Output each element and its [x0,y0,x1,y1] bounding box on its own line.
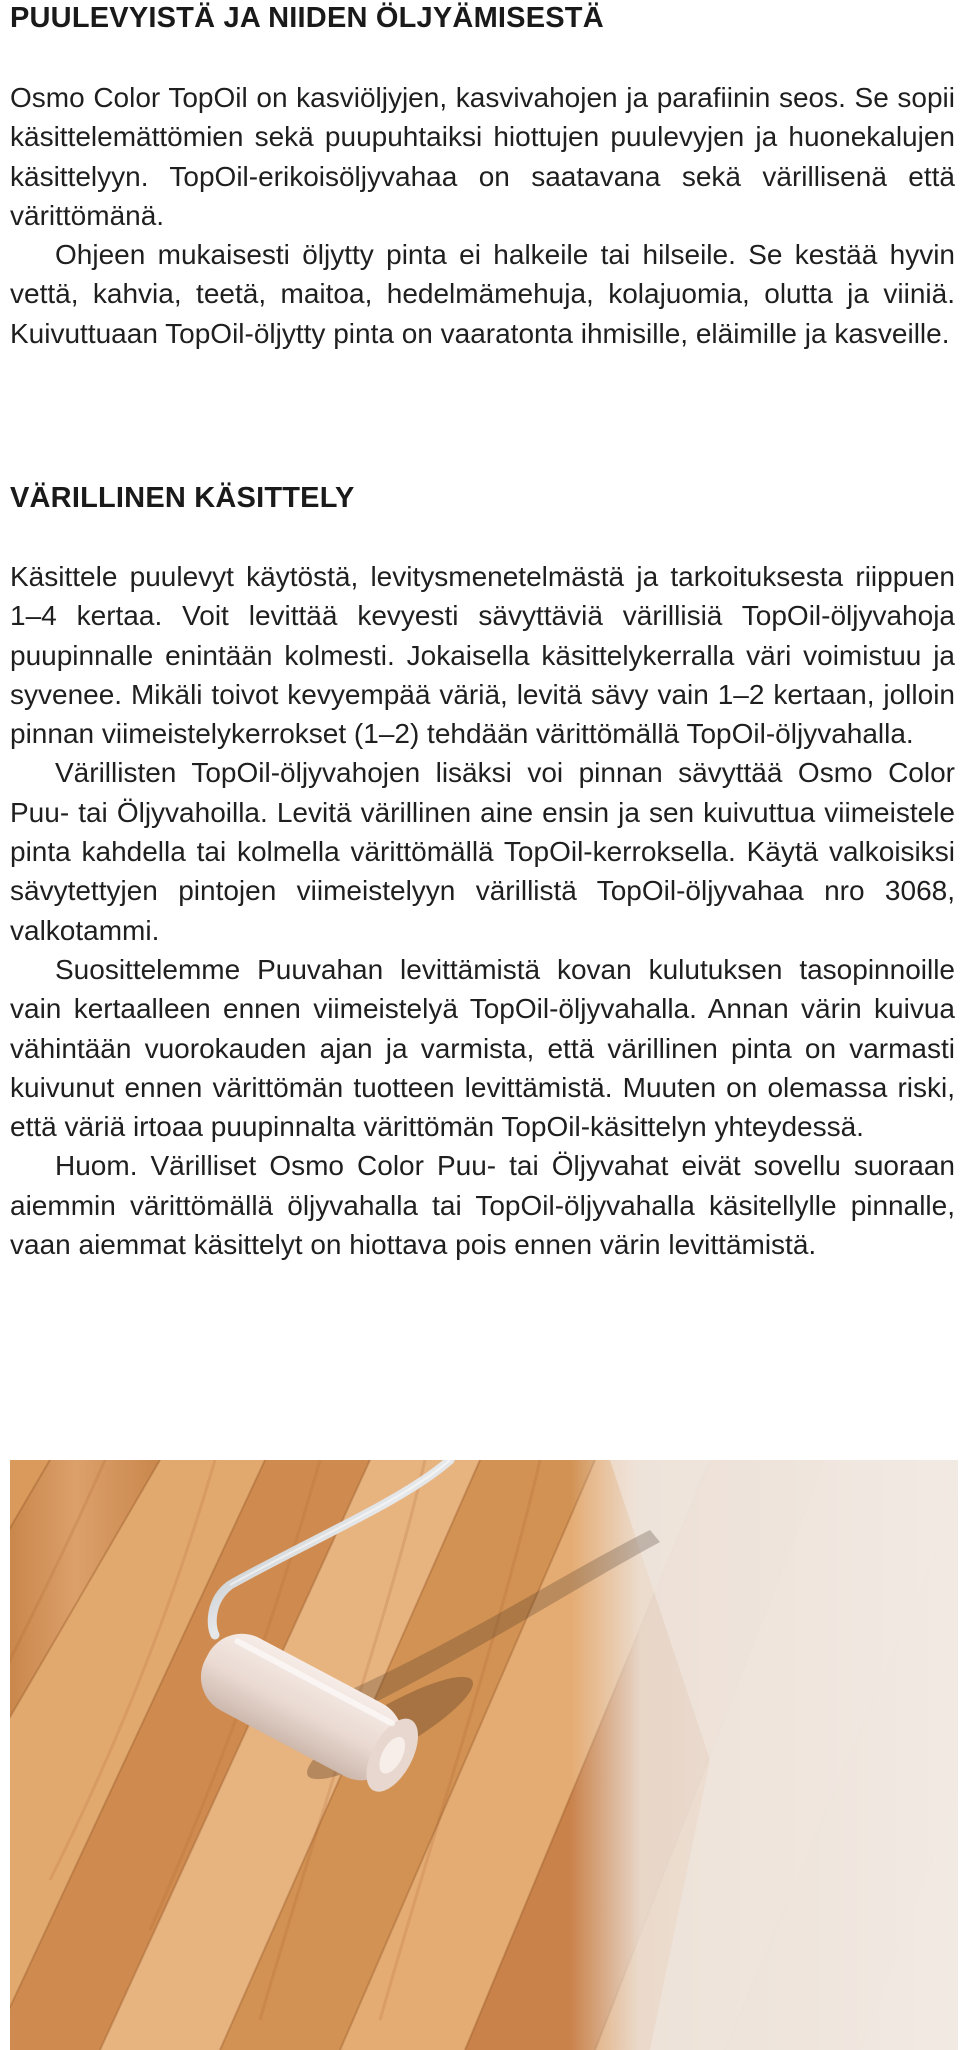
section-heading-wood-panels: PUULEVYISTÄ JA NIIDEN ÖLJYÄMISESTÄ [10,2,604,34]
paragraph: Värillisten TopOil-öljyvahojen lisäksi voi pinnan sävyttää Osmo Color Puu- tai Öljyvahoilla. Levitä värillinen aine ensin ja sen kuivuttua viimeistele pinta kahdella tai kolmella värittömällä TopOil-kerroksella. Käytä valkoisiksi sävytettyjen pintojen viimeistelyyn värillistä TopOil-öljyvahaa nro 3068, valkotammi. [10,757,955,946]
paragraph: Ohjeen mukaisesti öljytty pinta ei halkeile tai hilseile. Se kestää hyvin vettä, kahvia, teetä, maitoa, hedelmämehuja, kolajuomia, olutta ja viiniä. Kuivuttuaan TopOil-öljytty pinta on vaaratonta ihmisille, eläimille ja kasveille. [10,239,955,349]
paragraph: Käsittele puulevyt käytöstä, levitysmenetelmästä ja tarkoituksesta riippuen 1–4 kertaa. Voit levittää kevyesti sävyttäviä värillisiä TopOil-öljyvahoja puupinnalle enintään kolmesti. Jokaisella käsittelykerralla väri voimistuu ja syvenee. Mikäli toivot kevyempää väriä, levitä sävy vain 1–2 kertaan, jolloin pinnan viimeistelykerrokset (1–2) tehdään värittömällä TopOil-öljyvahalla. [10,561,955,750]
section-body-colored-treatment [10,557,955,1264]
section-body-wood-panels [10,78,955,353]
photo-illustration [10,1460,958,2050]
paragraph: Suosittelemme Puuvahan levittämistä kovan kulutuksen tasopinnoille vain kertaalleen ennen viimeistelyä TopOil-öljyvahalla. Annan värin kuivua vähintään vuorokauden ajan ja varmista, että värillinen pinta on varmasti kuivunut ennen värittömän tuotteen levittämistä. Muuten on olemassa riski, että väriä irtoaa puupinnalta värittömän TopOil-käsittelyn yhteydessä. [10,953,955,1143]
paragraph: Huom. Värilliset Osmo Color Puu- tai Öljyvahat eivät sovellu suoraan aiemmin värittömällä öljyvahalla tai TopOil-öljyvahalla käsitellylle pinnalle, vaan aiemmat käsittelyt on hiottava pois ennen värin levittämistä. [10,1150,955,1261]
paragraph: Osmo Color TopOil on kasviöljyjen, kasvivahojen ja parafiinin seos. Se sopii käsittelemättömien sekä puupuhtaiksi hiottujen puulevyjen ja huonekalujen käsittelyyn. TopOil-erikoisöljyvahaa on saatavana sekä värillisenä että värittömänä. [10,82,955,231]
paint-roller-photo [10,1460,958,2050]
section-heading-colored-treatment: VÄRILLINEN KÄSITTELY [10,482,355,514]
